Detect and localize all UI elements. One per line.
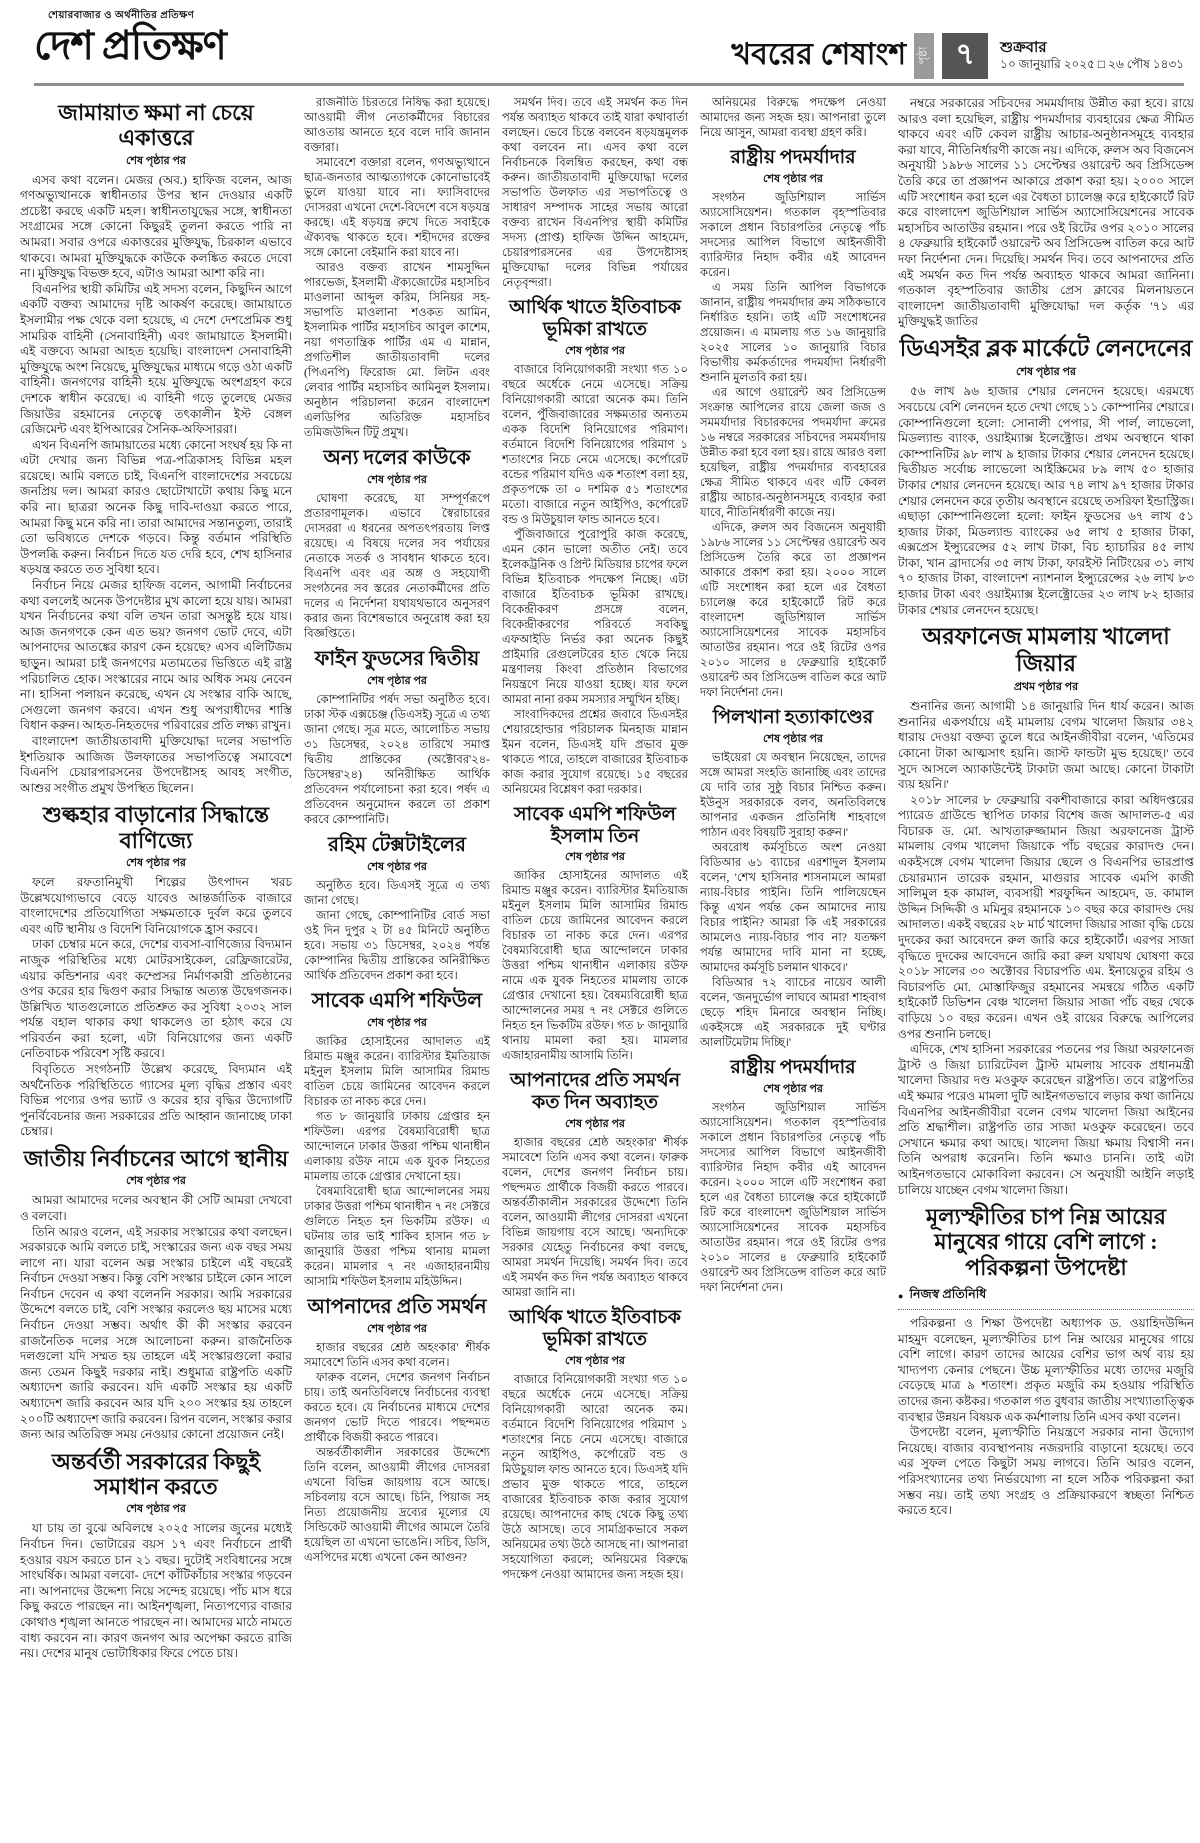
body-paragraph: হাজার বছরের শ্রেষ্ঠ অহংকার' শীর্ষক সমাবেশে তিনি এসব কথা বলেন। ফারুক বলেন, দেশের জনগণ নির্বাচন চায়। পছন্দমত প্রার্থীকে বিজয়ী করতে পারবে। অন্তর্বর্তীকালীন সরকারের উদ্দেশ্যে তিনি বলেন, আওয়ামী লীগের দোসররা এখনো বিভিন্ন জায়গায় বসে আছে। 'অন্যদিকে' সরকার যেহেতু নির্বাচনের কথা বলছে, আমরা সমর্থন দিয়েছি। সমর্থন দিব। তবে এই সমর্থন কত দিন পর্যন্ত অব্যাহত থাকবে আমরা জানি না। xyxy=(502,1137,688,1300)
article-body xyxy=(304,693,490,828)
article-headline: পিলখানা হত্যাকাণ্ডের xyxy=(712,706,874,728)
article-body xyxy=(700,1101,886,1296)
masthead xyxy=(0,0,1200,92)
body-paragraph: আরও বক্তব্য রাখেন শামসুদ্দিন পারভেজ, ইসলামী ঐক্যজোটের মহাসচিব মাওলানা আব্দুল করিম, সিনিয়র সহ-সভাপতি মাওলানা শওকত আমিন, ইসলামিক পার্টির মহাসচিব আবুল কাশেম, নয়া গণতান্ত্রিক পার্টির এম এ মান্নান, প্রগতিশীল জাতীয়তাবাদী দলের (পিএনপি) ফিরোজ মো. লিটন এবং লেবার পার্টির মহাসচিব আমিনুল ইসলাম। অনুষ্ঠান পরিচালনা করেন বাংলাদেশ এলডিপির অতিরিক্ত মহাসচিব তমিজউদ্দিন টিটু প্রমুখ। xyxy=(304,262,490,439)
article-body xyxy=(898,699,1194,1198)
body-paragraph: উপদেষ্টা বলেন, মূল্যস্ফীতি নিয়ন্ত্রণে সরকার নানা উদ্যোগ নিয়েছে। বাজার ব্যবস্থাপনায় নজরদারি বাড়ানো হয়েছে। তবে এর সুফল পেতে কিছুটা সময় লাগবে। তিনি আরও বলেন, পরিসংখ্যানের তথ্য নির্ভরযোগ্য না হলে সঠিক পরিকল্পনা করা সম্ভব নয়। তাই তথ্য সংগ্রহ ও প্রক্রিয়াকরণে স্বচ্ছতা নিশ্চিত করতে হবে। xyxy=(898,1425,1194,1518)
article xyxy=(20,802,292,1140)
article-body xyxy=(20,875,292,1140)
article-headline: আপনাদের প্রতি সমর্থন কত দিন অব্যাহত xyxy=(509,1070,681,1114)
body-paragraph: বাজারে বিনিয়োগকারী সংখ্যা গত ১০ বছরে অর্ধেকে নেমে এসেছে। সক্রিয় বিনিয়োগকারী আরো অনেক কম। বর্তমানে বিদেশি বিনিয়োগের পরিমাণ ১ শতাংশের নিচে নেমে এসেছে। বাজারে নতুন আইপিও, কর্পোরেট বন্ড ও মিউচুয়াল ফান্ড আনতে হবে। ডিএসই যদি প্রভাব মুক্ত থাকতে পারে, তাহলে বাজারের ইতিবাচক কাজ করার সুযোগ রয়েছে। আপনাদের কাছ থেকে কিছু তথ্য উঠে আসছে। তবে সামগ্রিকভাবে সকল অনিয়মের তথ্য উঠে আসছে না। আপনারা সহযোগিতা করলে; অনিয়মের বিরুদ্ধে পদক্ষেপ নেওয়া আমাদের জন্য সহজ হয়। xyxy=(502,1373,688,1581)
byline-divider xyxy=(898,1309,1194,1310)
article xyxy=(898,336,1194,618)
article xyxy=(502,297,688,798)
columns xyxy=(0,92,1200,1838)
continued-from-tag: শেষ পৃষ্ঠার পর xyxy=(367,1323,427,1335)
body-paragraph: অনিয়মের বিরুদ্ধে পদক্ষেপ নেওয়া আমাদের জন্য সহজ হয়। আপনারা তুলে নিয়ে আসুন, আমরা ব্যবস্থা গ্রহণ করি। xyxy=(700,97,886,139)
continued-from-tag: শেষ পৃষ্ঠার পর xyxy=(565,851,625,864)
body-paragraph: বাজারে বিনিয়োগকারী সংখ্যা গত ১০ বছরে অর্ধেকে নেমে এসেছে। সক্রিয় বিনিয়োগকারী আরো অনেক কম। তিনি বলেন, পুঁজিবাজারের সক্ষমতার অন্যতম একক বিদেশি বিনিয়োগের পরিমাণ। বর্তমানে বিদেশি বিনিয়োগের পরিমাণ ১ শতাংশের নিচে নেমে এসেছে। কর্পোরেট বন্ডের পরিমাণ যদিও এক শতাংশ বলা হয়, প্রকৃতপক্ষে তা ০ দশমিক ৫১ শতাংশের মতো। বাজারে নতুন আইপিও, কর্পোরেট বন্ড ও মিউচুয়াল ফান্ড আনতে হবে। xyxy=(502,363,688,526)
article-headline: সাবেক এমপি শফিউল ইসলাম তিন xyxy=(514,803,676,847)
body-paragraph: এর আগে ওয়ারেন্ট অব প্রিসিডেন্স সংক্রান্ত আপিলের রায়ে জেলা জজ ও সমমর্যাদার বিচারকদের পদমর্যাদা ক্রমের ১৬ নম্বরে সরকারের সচিবদের সমমর্যাদায় উন্নীত করা হবে বলা হয়। রায়ে আরও বলা হয়েছিল, রাষ্ট্রীয় পদমর্যাদার ব্যবহারের ক্ষেত্র সীমিত থাকবে এবং এটি কেবল রাষ্ট্রীয় আচার-অনুষ্ঠানসমূহে ব্যবহার করা যাবে, নীতিনির্ধারণী কাজে নয়। xyxy=(700,386,886,519)
article-headline: আর্থিক খাতে ইতিবাচক ভূমিকা রাখতে xyxy=(509,297,681,340)
column-3 xyxy=(502,96,688,1838)
body-paragraph: গত ৮ জানুয়ারি ঢাকায় গ্রেপ্তার হন শফিউল। এরপর বৈষম্যবিরোধী ছাত্র আন্দোলনে ঢাকার উত্তরা পশ্চিম থানাধীন এলাকায় রউফ নামে এক যুবক নিহতের মামলায় তাকে গ্রেপ্তার দেখানো হয়। xyxy=(304,1111,490,1183)
article-body xyxy=(20,1193,292,1443)
continued-from-tag: শেষ পৃষ্ঠার পর xyxy=(565,1354,625,1367)
continued-from-tag: শেষ পৃষ্ঠার পর xyxy=(126,1503,186,1516)
column-1 xyxy=(20,96,292,1838)
brand-tagline: শেয়ারবাজার ও অর্থনীতির প্রতিক্ষণ xyxy=(48,10,195,21)
article-body xyxy=(502,869,688,1064)
article-headline: সাবেক এমপি শফিউল xyxy=(311,990,483,1012)
article-continuation xyxy=(898,96,1194,330)
body-paragraph: পুঁজিবাজারে পুরোপুরি কাজ করেছে, এমন কোন ভালো অতীত নেই। তবে ইলেকট্রনিক ও প্রিন্ট মিডিয়ার চাপের ফলে বিভিন্ন ইতিবাচক পদক্ষেপ নিচ্ছে। এটা বাজারে ইতিবাচক ভূমিকা রাখছে। বিকেন্দ্রীকরণ প্রসঙ্গে বলেন, বিকেন্দ্রীকরণের পরিবর্তে সবকিছু এফআইডি নির্ভর করা অনেক কিছুই প্রাইমারি রেগুলেটরের হাত থেকে নিয়ে মন্ত্রণালয় কিংবা প্রতিষ্ঠান বিভাগের নিয়ন্ত্রণে নিয়ে যাওয়া হচ্ছে। যার ফলে আমরা নানা রকম সমস্যার সম্মুখিন হচ্ছি। xyxy=(502,528,688,706)
body-paragraph: ভাইয়েরা যে অবস্থান নিয়েছেন, তাদের সঙ্গে আমরা সংহতি জানাচ্ছি এবং তাদের যে দাবি তার সুষ্ঠু বিচার নিশ্চিত করুন। ইউনুস সরকারকে বলব, অনতিবিলম্বে আপনার একজন প্রতিনিধি শাহবাগে পাঠান এবং বিষয়টি সুরাহা করুন।' xyxy=(700,751,886,839)
body-paragraph: অনুষ্ঠিত হবে। ডিএসই সূত্রে এ তথ্য জানা গেছে। xyxy=(304,880,490,907)
page-label-tab xyxy=(914,33,934,79)
article-body xyxy=(898,1316,1194,1519)
body-paragraph: অন্তর্বর্তীকালীন সরকারের উদ্দেশ্যে তিনি বলেন, আওয়ামী লীগের দোসররা এখনো বিভিন্ন জায়গায় বসে আছে। সচিবলায় বসে আছে। চিনি, পিয়াজ সহ নিত্য প্রয়োজনীয় দ্রব্যের মূল্যের যে সিন্ডিকেট আওয়ামী লীগের আমলে তৈরি হয়েছিল তা এখনো ভাঙেনি। সচিব, ডিসি, এসপিদের মধ্যে এখনো কেন আগুন? xyxy=(304,1447,490,1564)
article xyxy=(502,1307,688,1583)
body-paragraph: অবরোধ কর্মসূচিতে অংশ নেওয়া বিডিআর ৬১ ব্যাচের এরশাদুল ইসলাম বলেন, 'শেখ হাসিনার শাসনামলে আমরা ন্যায়-বিচার পাইনি। তিনি পালিয়েছেন কিন্তু এখন পর্যন্ত কেন আমাদের ন্যায় বিচার পাইনি? আমরা কি এই সরকারের আমলেও ন্যায়-বিচার পাব না? যতক্ষণ পর্যন্ত আমাদের দাবি মানা না হচ্ছে, আমাদের কর্মসূচি চলমান থাকবে।' xyxy=(700,841,886,974)
continued-from-tag: প্রথম পৃষ্ঠার পর xyxy=(1013,681,1079,694)
continued-from-tag: শেষ পৃষ্ঠার পর xyxy=(367,474,427,486)
article xyxy=(898,624,1194,1198)
body-paragraph: ঘোষণা করেছে, যা সম্পূর্ণরূপে প্রতারণামূলক। এভাবে স্বৈরাচারের দোসররা এ ধরনের অপতৎপরতায় লিপ্ত রয়েছে। এ বিষয়ে দলের সব পর্যায়ের নেতাকে সতর্ক ও সাবধান থাকতে হবে। বিএনপি এবং এর অঙ্গ ও সহযোগী সংগঠনের সব স্তরের নেতাকর্মীদের প্রতি দলের এ নির্দেশনা যথাযথভাবে অনুসরণ করার জন্য বিশেষভাবে অনুরোধ করা হয় বিজ্ঞপ্তিতে। xyxy=(304,493,490,640)
date-block xyxy=(996,39,1184,73)
body-paragraph: জাকির হোসাইনের আদালত এই রিমান্ড মঞ্জুর করেন। ব্যারিস্টার ইমতিয়াজ মইনুল ইসলাম মিলি আসামির রিমান্ড বাতিল চেয়ে জামিনের আবেদন করলে বিচারক তা নাকচ করে দেন। xyxy=(304,1036,490,1108)
body-paragraph: এদিকে, রুলস অব বিজনেস অনুযায়ী ১৯৮৬ সালের ১১ সেপ্টেম্বর ওয়ারেন্ট অব প্রিসিডেন্স তৈরি করে তা প্রজ্ঞাপন আকারে প্রকাশ করা হয়। ২০০০ সালে এটি সংশোধন করা হলে এর বৈধতা চ্যালেঞ্জ করে হাইকোর্টে রিট করে বাংলাদেশ জুডিশিয়াল সার্ভিস অ্যাসোসিয়েশনের সাবেক মহাসচিব আতাউর রহমান। পরে ওই রিটের ওপর ২০১০ সালের ৪ ফেব্রুয়ারি হাইকোর্ট ওয়ারেন্ট অব প্রিসিডেন্স বাতিল করে আট দফা নির্দেশনা দেন। xyxy=(700,521,886,699)
article-body xyxy=(20,173,292,797)
article-body xyxy=(502,1136,688,1301)
article-headline: রাষ্ট্রীয় পদমর্যাদার xyxy=(730,147,856,168)
body-paragraph: আমরা আমাদের দলের অবস্থান কী সেটি আমরা দেখবো ও বলবো। xyxy=(20,1193,292,1223)
article-body xyxy=(20,1521,292,1661)
article-headline: অরফানেজ মামলায় খালেদা জিয়ার xyxy=(922,624,1170,676)
body-paragraph: বিএনপির স্থায়ী কমিটির এই সদস্য বলেন, কিছুদিন আগে একটি বক্তব্য আমাদের দৃষ্টি আকর্ষণ করেছে। জামায়াতে ইসলামীর পক্ষ থেকে বলা হয়েছে, এ দেশে দেশপ্রেমিক শুধু সামরিক বাহিনী (সেনাবাহিনী) এবং জামায়াতে ইসলামী। এই বক্তব্যে আমরা আহত হয়েছি। বাংলাদেশ সেনাবাহিনী মুক্তিযুদ্ধে অংশ নিয়েছে, মুক্তিযুদ্ধের মাধ্যমে গড়ে ওঠা একটি বাহিনী। জনগণের বাহিনী হয়ে মুক্তিযুদ্ধে অংশগ্রহণ করে দেশকে স্বাধীন করেছে। এ বাহিনী গড়ে তুলেছে মেজর জিয়াউর রহমানের নেতৃত্বে তৎকালীন ইস্ট বেঙ্গল রেজিমেন্ট এবং ইপিআরের সৈনিক-অফিসাররা। xyxy=(20,281,292,437)
article xyxy=(304,1296,490,1566)
article-headline: রাষ্ট্রীয় পদমর্যাদার xyxy=(730,1056,856,1078)
article-headline: অন্তর্বর্তী সরকারের কিছুই সমাধান করতে xyxy=(51,1448,261,1500)
body-paragraph: এ সময় তিনি আপিল বিভাগকে জানান, রাষ্ট্রীয় পদমর্যাদার ক্রম সঠিকভাবে নির্ধারিত হয়নি। তাই এটি সংশোধনের প্রয়োজন। এ মামলায় গত ১৬ জানুয়ারি ২০২৫ সালের ১০ জানুয়ারি বিচার বিভাগীয় কর্মকর্তাদের পদমর্যাদা নির্ধারণী শুনানি মুলতবি করা হয়। xyxy=(700,281,886,384)
continued-from-tag: শেষ পৃষ্ঠার পর xyxy=(1016,366,1076,379)
article-continuation xyxy=(502,96,688,291)
article-headline: মূল্যস্ফীতির চাপ নিম্ন আয়ের মানুষের গায়ে বেশি লাগে : পরিকল্পনা উপদেষ্টা xyxy=(926,1204,1166,1280)
body-paragraph: হাজার বছরের শ্রেষ্ঠ অহংকার' শীর্ষক সমাবেশে তিনি এসব কথা বলেন। xyxy=(304,1342,490,1369)
article-headline: রহিম টেক্সটাইলের xyxy=(327,834,467,856)
continued-from-tag: শেষ পৃষ্ঠার পর xyxy=(763,732,823,745)
body-paragraph: ২০১৮ সালের ৮ ফেব্রুয়ারি বকশীবাজারে কারা অধিদপ্তরের প্যারেড গ্রাউন্ডে স্থাপিত ঢাকার বিশেষ জজ আদালত-৫ এর বিচারক ড. মো. আখতারুজ্জামান জিয়া অরফানেজ ট্রাস্ট মামলায় বেগম খালেদা জিয়াকে পাঁচ বছরের কারাদণ্ড দেন। একইসঙ্গে বেগম খালেদা জিয়ার ছেলে ও বিএনপির ভারপ্রাপ্ত চেয়ারম্যান তারেক রহমান, মাগুরার সাবেক এমপি কাজী সালিমুল হক কামাল, ব্যবসায়ী শরফুদ্দিন আহমেদ, ড. কামাল উদ্দিন সিদ্দিকী ও মমিনুর রহমানকে ১০ বছর করে কারাদণ্ড দেয় আদালত। একই বছরের ২৮ মার্চ খালেদা জিয়ার সাজা বৃদ্ধি চেয়ে দুদকের করা আবেদনে রুল জারি করে হাইকোর্ট। এরপর সাজা বৃদ্ধিতে দুদকের আবেদনে জারি করা রুল যথাযথ ঘোষণা করে ২০১৮ সালের ৩০ অক্টোবর বিচারপতি এম. ইনায়েতুর রহিম ও বিচারপতি মো. মোস্তাফিজুর রহমানের সমন্বয়ে গঠিত একটি হাইকোর্ট ডিভিশন বেঞ্চ খালেদা জিয়ার সাজা পাঁচ বছর থেকে বাড়িয়ে ১০ বছর করেন। এখন ওই রায়ের বিরুদ্ধে আপিলের ওপর শুনানি চলছে। xyxy=(898,792,1194,1041)
article xyxy=(700,147,886,701)
article-body xyxy=(304,879,490,984)
article-headline: জাতীয় নির্বাচনের আগে স্থানীয় xyxy=(23,1146,289,1172)
body-paragraph: ৫৬ লাখ ৯৬ হাজার শেয়ার লেনদেন হয়েছে। এরমধ্যে সবচেয়ে বেশি লেনদেন হতে দেখা গেছে ১১ কোম্পানির শেয়ারে। কোম্পানিগুলো হলো: সোনালী পেপার, সী পার্ল, লাভেলো, মিডল্যান্ড ব্যাংক, ওয়াইম্যাক্স ইলেক্ট্রোড। প্রথম অবস্থানে থাকা কোম্পানিটির ৯৮ লাখ ৯ হাজার টাকার শেয়ার লেনদেন হয়েছে। দ্বিতীয়ত সর্বোচ্চ লাভেলো আইস্ক্রিমের ৮৯ লাখ ৫০ হাজার টাকার শেয়ার লেনদেন হয়েছে। আর ৭৪ লাখ ৯৭ হাজার টাকার শেয়ার লেনদেন করে তৃতীয় অবস্থানে রয়েছে তসরিফা ইন্ডাস্ট্রিজ। এছাড়া কোম্পানিগুলো হলো: ফাইন ফুডসের ৬৭ লাখ ৫১ হাজার টাকা, মিডল্যান্ড ব্যাংকের ৬৫ লাখ ৫ হাজার টাকা, এক্সপ্রেস ইন্স্যুরেন্সের ৫২ লাখ টাকা, বিচ হ্যাচারির ৪৫ লাখ টাকা, খান ব্রাদার্সের ৩৫ লাখ টাকা, ফারইস্ট নিটিংয়ের ৩১ লাখ ৭০ হাজার টাকা, বাংলাদেশ ন্যাশনাল ইন্স্যুরেন্সের ২৬ লাখ ৮৩ হাজার টাকা এবং ওয়াইম্যাক্স ইলেক্ট্রোডের ২৩ লাখ ৮২ হাজার টাকার শেয়ার লেনদেন হয়েছে। xyxy=(898,384,1194,617)
article xyxy=(700,1057,886,1296)
article xyxy=(502,1070,688,1301)
article-continuation xyxy=(304,96,490,441)
continued-from-tag: শেষ পৃষ্ঠার পর xyxy=(126,1175,186,1188)
body-paragraph: শুনানির জন্য আগামী ১৪ জানুয়ারি দিন ধার্য করেন। আজ শুনানির একপর্যায়ে এই মামলায় বেগম খালেদা জিয়ার ৩৪২ ধারায় দেওয়া বক্তব্য তুলে ধরে আইনজীবীরা বলেন, 'এতিমের কোনো টাকা আত্মসাৎ হয়নি। জাস্ট ফান্ডটা মুভ হয়েছে।' তবে সুদে আসলে অ্যাকাউন্টেই টাকাটা জমা আছে। কোনো টাকাটা ব্যয় হয়নি।' xyxy=(898,699,1194,792)
article-continuation xyxy=(700,96,886,141)
article xyxy=(20,1449,292,1662)
body-paragraph: বিবৃতিতে সংগঠনটি উল্লেখ করেছে, বিদ্যমান এই অর্থনৈতিক পরিস্থিতিতে গ্যাসের মূল্য বৃদ্ধির প্রস্তাব এবং বিভিন্ন পণ্যের ওপর ভ্যাট ও করের হার বৃদ্ধির উদ্যোগটি পুনর্বিবেচনার জন্য সরকারের প্রতি আহ্বান জানাচ্ছে ঢাকা চেম্বার। xyxy=(20,1062,292,1139)
continued-from-tag: শেষ পৃষ্ঠার পর xyxy=(565,344,625,357)
article xyxy=(898,1204,1194,1519)
body-paragraph: নম্বরে সরকারের সচিবদের সমমর্যাদায় উন্নীত করা হবে। রায়ে আরও বলা হয়েছিল, রাষ্ট্রীয় পদমর্যাদার ব্যবহারের ক্ষেত্র সীমিত থাকবে এবং এটি কেবল রাষ্ট্রীয় আচার-অনুষ্ঠানসমূহে ব্যবহার করা যাবে, নীতিনির্ধারণী কাজে নয়। এদিকে, রুলস অব বিজনেস অনুযায়ী ১৯৮৬ সালের ১১ সেপ্টেম্বর ওয়ারেন্ট অব প্রিসিডেন্স তৈরি করে তা প্রজ্ঞাপন আকারে প্রকাশ করা হয়। ২০০০ সালে এটি সংশোধন করা হলে এর বৈধতা চ্যালেঞ্জ করে হাইকোর্টে রিট করে বাংলাদেশ জুডিশিয়াল সার্ভিস অ্যাসোসিয়েশনের সাবেক মহাসচিব আতাউর রহমান। পরে ওই রিটের ওপর ২০১০ সালের ৪ ফেব্রুয়ারি হাইকোর্ট ওয়ারেন্ট অব প্রিসিডেন্স বাতিল করে আট দফা নির্দেশনা দেন। দিয়েছি। সমর্থন দিব। তবে আপনাদের প্রতি এই সমর্থন কত দিন পর্যন্ত অব্যাহত থাকবে আমরা জানিনা। গতকাল বৃহস্পতিবার জাতীয় প্রেস ক্লাবের মিলনায়তনে বাংলাদেশ জাতীয়তাবাদী মুক্তিযোদ্ধা দল কর্তৃক '৭১ এর মুক্তিযুদ্ধই জাতির xyxy=(898,96,1194,329)
article xyxy=(700,707,886,1051)
page-number-box: ৭ xyxy=(942,33,988,79)
continued-from-tag: শেষ পৃষ্ঠার পর xyxy=(367,1017,427,1029)
article xyxy=(304,648,490,828)
body-paragraph: এসব কথা বলেন। মেজর (অব.) হাফিজ বলেন, আজ গণঅভ্যুত্থানকে স্বাধীনতার উপর স্থান দেওয়ার একটি প্রচেষ্টা করছে একটি মহল। স্বাধীনতাযুদ্ধের সঙ্গে, স্বাধীনতা সংগ্রামের সঙ্গে কোনো কিছুরই তুলনা করতে পারি না আমরা। সবার ওপরে একাত্তরের মুক্তিযুদ্ধ, চিরকাল এভাবে থাকবে। আমরা মুক্তিযুদ্ধকে কাউকে কলঙ্কিত করতে দেবো না। মুক্তিযুদ্ধ বিভক্ত হবে, এটাও আমরা আশা করি না। xyxy=(20,172,292,281)
body-paragraph: নির্বাচন নিয়ে মেজর হাফিজ বলেন, আগামী নির্বাচনের কথা বললেই অনেক উপদেষ্টার মুখ কালো হয়ে যায়। আমরা যখন নির্বাচনের কথা বলি তখন তারা অসন্তুষ্ট হয়ে যায়। আজ জনগণকে কেন এত ভয়? জনগণ ভোট দেবে, এটা আপনাদের আতঙ্কের কারণ কেন হয়েছে? এসব এলিটিজম ছাড়ুন। আমরা চাই জনগণের মতামতের ভিত্তিতে এই রাষ্ট্র পরিচালিত হোক। সংস্কারের নামে আর অধিক সময় নেবেন না। হাসিনা পলায়ন করেছে, এখন যে সংস্কার বাকি আছে, সেগুলো জনগণ করবে। এখন শুধু অপরাধীদের শাস্তি বিধান করুন। আহত-নিহতদের পরিবারের প্রতি লক্ষ্য রাখুন। xyxy=(20,578,292,733)
body-paragraph: যা চায় তা বুঝে অবিলম্বে ২০২৫ সালের জুনের মধ্যেই নির্বাচন দিন। ভোটারের বয়স ১৭ এবং নির্বাচনে প্রার্থী হওয়ার বয়স করতে চান ২১ বছর। দুটোই সংবিধানের সঙ্গে সাংঘর্ষিক। আমরা বলবো- দেশে কাঁটিকাঁচার সংস্কার গড়বেন না। আপনাদের উদ্দেশ্য নিয়ে সন্দেহ রয়েছে। পাঁচ মাস ধরে কিছু করতে পারছেন না। আইনশৃঙ্খলা, নিত্যপণ্যের বাজার কোথাও শৃঙ্খলা আনতে পারছেন না। আমাদের মাঠে নামতে বাধ্য করবেন না। কারণ জনগণ আর অপেক্ষা করতে রাজি নয়। দেশের মানুষ ভোটাধিকার ফিরে পেতে চায়। xyxy=(20,1521,292,1661)
body-paragraph: এখন বিএনপি জামায়াতের মধ্যে কোনো সংঘর্ষ হয় কি না এটা দেখার জন্য বিভিন্ন পত্র-পত্রিকাসহ বিভিন্ন মহল রয়েছে। আমি বলতে চাই, বিএনপি বাংলাদেশের সবচেয়ে জনপ্রিয় দল। আমরা কারও ছোটোখাটো কথায় কিছু মনে করি না। ছাত্ররা অনেক কিছু দাবি-দাওয়া করতে পারে, আমরা কিছু মনে করি না। তারা আমাদের সন্তানতুল্য, তারাই তো ভবিষ্যতে দেশকে গড়বে। কিন্তু বর্তমান পরিস্থিতি উপলব্ধি করুন। নির্বাচন দিতে যত দেরি হবে, শেখ হাসিনার ষড়যন্ত্র করতে তত সুবিধা হবে। xyxy=(20,437,292,577)
article-headline: ডিএসইর ব্লক মার্কেটে লেনদেনের xyxy=(899,335,1193,361)
article-headline: শুল্কহার বাড়ানোর সিদ্ধান্তে বাণিজ্যে xyxy=(42,802,270,853)
article-body xyxy=(304,1341,490,1566)
article-headline: জামায়াত ক্ষমা না চেয়ে একাত্তরে xyxy=(58,100,254,151)
column-4 xyxy=(700,96,886,1838)
body-paragraph: সাংবাদিকদের প্রশ্নের জবাবে ডিএসইর শেয়ারহোল্ডার পরিচালক মিনহাজ মান্নান ইমন বলেন, ডিএসই যদি প্রভাব মুক্ত থাকতে পারে, তাহলে বাজারের ইতিবাচক কাজ করার সুযোগ রয়েছে। ১৫ বছরের অনিয়মের বিশ্লেষণ করা দরকার। xyxy=(502,708,688,796)
body-paragraph: বিডিআর ৭২ ব্যাচের নায়েব আলী বলেন, 'জনদুর্ভোগ লাঘবে আমরা শাহবাগ ছেড়ে শহিদ মিনারে অবস্থান নিচ্ছি। একইসঙ্গে এই সরকারকে দুই ঘণ্টার আলটিমেটাম দিচ্ছি।' xyxy=(700,976,886,1049)
article-headline: ফাইন ফুডসের দ্বিতীয় xyxy=(314,648,480,670)
article-body xyxy=(304,492,490,642)
body-paragraph: সমর্থন দিব। তবে এই সমর্থন কত দিন পর্যন্ত অব্যাহত থাকবে তাই যারা কথাবার্তা বলছেন। ভেবে চিন্তে বলবেন ষড়যন্ত্রমূলক কথা বলবেন না। এসব কথা বলে নির্বাচনকে বিলম্বিত করছেন, কথা বন্ধ করুন। জাতীয়তাবাদী মুক্তিযোদ্ধা দলের সভাপতি উলফাত এর সভাপতিত্বে ও সাধারণ সম্পাদক সাহের সভায় আরো বক্তব্য রাখেন বিএনপি'র স্থায়ী কমিটির সদস্য (প্রাপ্ত) হাফিজ উদ্দিন আহমেদ, চেয়ারপারসনের এর উপদেষ্টাসহ মুক্তিযোদ্ধা দলের বিভিন্ন পর্যায়ের নেতৃবৃন্দরা। xyxy=(502,97,688,289)
section-title: খবরের শেষাংশ xyxy=(731,38,907,71)
continued-from-tag: শেষ পৃষ্ঠার পর xyxy=(763,1082,823,1095)
page-label: পৃষ্ঠা xyxy=(917,46,930,65)
masthead-divider xyxy=(34,83,1184,86)
body-paragraph: তিনি আরও বলেন, এই সরকার সংস্কারের কথা বলছেন। সরকারকে আমি বলতে চাই, সংস্কারের জন্য এক বছর সময় লাগে না। যারা বলেন অল্প সংস্কার চাইলে এই বছরেই নির্বাচন দেওয়া সম্ভব। কিন্তু বেশি সংস্কার চাইলে কোন সালে নির্বাচন দেবেন এ কথা বলেননি সরকার। আমি সরকারের উদ্দেশে বলতে চাই, বেশি সংস্কার করলেও ছয় মাসের মধ্যে নির্বাচন দেওয়া সম্ভব। অর্থাৎ কী কী সংস্কার করবেন রাজনৈতিক দলের সঙ্গে আলোচনা করুন। রাজনৈতিক দলগুলো যদি সম্মত হয় তাহলে এই সংস্কারগুলো করার জন্য তেমন কিছুই দরকার নাই। শুধুমাত্র রাষ্ট্রপতি একটি অধ্যাদেশ জারি করবেন। যদি একটি সংস্কার হয় একটি অধ্যাদেশ জারি করবেন আর যদি ২০০ সংস্কার হয় তাহলে ২০০টি অধ্যাদেশ জারি করবেন। রিপন বলেন, সংস্কার করার জন্য আর অতিরিক্ত সময় নেওয়ার কোনো প্রয়োজন নেই। xyxy=(20,1224,292,1442)
body-paragraph: জাকির হোসাইনের আদালত এই রিমান্ড মঞ্জুর করেন। ব্যারিস্টার ইমতিয়াজ মইনুল ইসলাম মিলি আসামির রিমান্ড বাতিল চেয়ে জামিনের আবেদন করলে বিচারক তা নাকচ করে দেন। এরপর বৈষম্যবিরোধী ছাত্র আন্দোলনে ঢাকার উত্তরা পশ্চিম থানাধীন এলাকায় রউফ নামে এক যুবক নিহতের মামলায় তাকে গ্রেপ্তার দেখানো হয়। বৈষম্যবিরোধী ছাত্র আন্দোলনের সময় ৭ নং সেক্টরে গুলিতে নিহত হন ভিকটিম রউফ। গত ৮ জানুয়ারি থানায় মামলা করা হয়। মামলার এজাহারনামীয় আসামি তিনি। xyxy=(502,870,688,1063)
article xyxy=(304,447,490,642)
article-body xyxy=(898,384,1194,618)
body-paragraph: ঢাকা চেম্বার মনে করে, দেশের ব্যবসা-বাণিজ্যের বিদ্যমান নাজুক পরিস্থিতির মধ্যে মোটরসাইকেল, রেফ্রিজারেটর, এয়ার কন্ডিশনার এবং কম্প্রেসর নির্মাণকারী প্রতিষ্ঠানের ওপর করের হার দ্বিগুণ করার সিদ্ধান্ত অত্যন্ত উদ্বেগজনক। উল্লিখিত খাতগুলোতে প্রতিশ্রুত কর সুবিধা ২০৩২ সাল পর্যন্ত বহাল থাকার কথা থাকলেও তা হঠাৎ করে যে পরিবর্তন করা হলো, এটা বিনিয়োগের জন্য একটি নেতিবাচক পরিবেশ সৃষ্টি করবে। xyxy=(20,937,292,1061)
body-paragraph: কোম্পানিটির পর্ষদ সভা অনুষ্ঠিত হবে। ঢাকা স্টক এক্সচেঞ্জ (ডিএসই) সূত্রে এ তথ্য জানা গেছে। সূত্র মতে, আলোচিত সভায় ৩১ ডিসেম্বর, ২০২৪ তারিখে সমাপ্ত দ্বিতীয় প্রান্তিকের (অক্টোবর'২৪-ডিসেম্বর'২৪) অনিরীক্ষিত আর্থিক প্রতিবেদন পর্যালোচনা করা হবে। পর্ষদ এ প্রতিবেদন অনুমোদন করলে তা প্রকাশ করবে কোম্পানিটি। xyxy=(304,694,490,826)
body-paragraph: ফারুক বলেন, দেশের জনগণ নির্বাচন চায়। তাই অনতিবিলম্বে নির্বাচনের ব্যবস্থা করতে হবে। যে নির্বাচনের মাধ্যমে দেশের জনগণ ভোট দিতে পারবে। পছন্দমত প্রার্থীকে বিজয়ী করতে পারবে। xyxy=(304,1372,490,1444)
article xyxy=(20,100,292,796)
body-paragraph: জানা গেছে, কোম্পানিটির বোর্ড সভা ওই দিন দুপুর ২ টা ৪৫ মিনিটে অনুষ্ঠিত হবে। সভায় ৩১ ডিসেম্বর, ২০২৪ পর্যন্ত কোম্পানির দ্বিতীয় প্রান্তিকের অনিরীক্ষিত আর্থিক প্রতিবেদন প্রকাশ করা হবে। xyxy=(304,910,490,982)
article-body xyxy=(502,96,688,291)
body-paragraph: পরিকল্পনা ও শিক্ষা উপদেষ্টা অধ্যাপক ড. ওয়াহিদউদ্দিন মাহমুদ বলেছেন, মূল্যস্ফীতির চাপ নিম্ন আয়ের মানুষের গায়ে বেশি লাগে। কারণ তাদের আয়ের বেশির ভাগ অর্থ ব্যয় হয় খাদ্যপণ্য কেনার পেছনে। উচ্চ মূল্যস্ফীতির মধ্যে তাদের মজুরি বেড়েছে মাত্র ৯ শতাংশ। প্রকৃত মজুরি কম হওয়ায় পরিস্থিতি তাদের জন্য কষ্টকর। গতকাল গত বুধবার জাতীয় সংখ্যাতাত্ত্বিক ব্যবস্থার উন্নয়ন বিষয়ক এক কর্মশালায় তিনি এসব কথা বলেন। xyxy=(898,1316,1194,1424)
weekday: শুক্রবার xyxy=(1000,39,1047,56)
article-headline: আর্থিক খাতে ইতিবাচক ভূমিকা রাখতে xyxy=(509,1307,681,1350)
body-paragraph: সমাবেশে বক্তারা বলেন, গণঅভ্যুত্থানে ছাত্র-জনতার আত্মত্যাগকে কোনোভাবেই ভুলে যাওয়া যাবে না। ফ্যাসিবাদের দোসররা এখনো দেশে-বিদেশে বসে ষড়যন্ত্র করছে। এই ষড়যন্ত্র রুখে দিতে সবাইকে ঐক্যবদ্ধ থাকতে হবে। শহীদদের রক্তের সঙ্গে কোনো বেইমানি করা যাবে না। xyxy=(304,157,490,259)
continued-from-tag: শেষ পৃষ্ঠার পর xyxy=(367,675,427,687)
column-2 xyxy=(304,96,490,1838)
section-header xyxy=(731,30,1184,81)
brand xyxy=(34,8,226,67)
column-5 xyxy=(898,96,1194,1838)
article xyxy=(20,1146,292,1443)
brand-title: দেশ প্রতিক্ষণ xyxy=(34,23,226,68)
byline xyxy=(898,1286,1194,1306)
article xyxy=(304,834,490,984)
article xyxy=(304,990,490,1290)
body-paragraph: সংগঠন জুডিশিয়াল সার্ভিস অ্যাসোসিয়েশন। গতকাল বৃহস্পতিবার সকালে প্রধান বিচারপতির নেতৃত্বে পাঁচ সদস্যের আপিল বিভাগে আইনজীবী ব্যারিস্টার নিহাদ কবীর এই আবেদন করেন। ২০০০ সালে এটি সংশোধন করা হলে এর বৈধতা চ্যালেঞ্জ করে হাইকোর্টে রিট করে বাংলাদেশ জুডিশিয়াল সার্ভিস অ্যাসোসিয়েশনের সাবেক মহাসচিব আতাউর রহমান। পরে ওই রিটের ওপর ২০১০ সালের ৪ ফেব্রুয়ারি হাইকোর্ট ওয়ারেন্ট অব প্রিসিডেন্স বাতিল করে আট দফা নির্দেশনা দেন। xyxy=(700,1101,886,1294)
body-paragraph: বাংলাদেশ জাতীয়তাবাদী মুক্তিযোদ্ধা দলের সভাপতি ইশতিয়াক আজিজ উলফাতের সভাপতিত্বে সমাবেশে বিএনপি চেয়ারপারসনের উপদেষ্টাসহ আবহ সংগীত, আশুর সংগীত প্রমুখ উপস্থিত ছিলেন। xyxy=(20,733,292,795)
byline-name: নিজস্ব প্রতিনিধি xyxy=(909,1287,987,1302)
continued-from-tag: শেষ পৃষ্ঠার পর xyxy=(126,154,186,167)
body-paragraph: রাজনীতি চিরতরে নিষিদ্ধ করা হয়েছে। আওয়ামী লীগ নেতাকর্মীদের বিচারের আওতায় আনতে হবে বলে দাবি জানান বক্তারা। xyxy=(304,97,490,154)
article-body xyxy=(700,191,886,701)
continued-from-tag: শেষ পৃষ্ঠার পর xyxy=(367,861,427,873)
article-headline: অন্য দলের কাউকে xyxy=(323,447,471,469)
article-body xyxy=(304,96,490,441)
body-paragraph: এদিকে, শেখ হাসিনা সরকারের পতনের পর জিয়া অরফানেজ ট্রাস্ট ও জিয়া চ্যারিটেবল ট্রাস্ট মামলায় সাবেক প্রধানমন্ত্রী খালেদা জিয়ার দণ্ড মওকুফ করেছেন রাষ্ট্রপতি। তবে রাষ্ট্রপতির এই ক্ষমার পরেও মামলা দুটি আইনগতভাবে লড়ার কথা জানিয়ে বিএনপির আইনজীবীরা বলেন বেগম খালেদা জিয়া আইনের প্রতি শ্রদ্ধাশীল। রাষ্ট্রপতি তার সাজা মওকুফ করেছেন। তবে সেখানে ক্ষমার কথা আছে। খালেদা জিয়া ক্ষমায় বিশ্বাসী নন। তিনি অপরাধ করেননি। তিনি ক্ষমাও চাননি। তাই এটা আইনগতভাবে মোকাবিলা করবেন। সে অনুযায়ী আইনি লড়াই চালিয়ে যাচ্ছেন বেগম খালেদা জিয়া। xyxy=(898,1042,1194,1197)
continued-from-tag: শেষ পৃষ্ঠার পর xyxy=(565,1118,625,1131)
continued-from-tag: শেষ পৃষ্ঠার পর xyxy=(126,856,186,869)
byline-bullet-icon: ● xyxy=(898,1291,904,1302)
body-paragraph: ফলে রফতানিমুখী শিল্পের উৎপাদন খরচ উল্লেখযোগ্যভাবে বেড়ে যাবেও আন্তর্জাতিক বাজারে বাংলাদেশের প্রতিযোগিতা সক্ষমতাকে দুর্বল করে তুলবে এবং এটি স্থানীয় ও বিদেশি বিনিয়োগকে হ্রাস করবে। xyxy=(20,874,292,936)
date-line: ১০ জানুয়ারি ২০২৫ □ ২৬ পৌষ ১৪৩১ xyxy=(1000,57,1184,72)
body-paragraph: বৈষম্যবিরোধী ছাত্র আন্দোলনের সময় ঢাকার উত্তরা পশ্চিম থানাধীন ৭ নং সেক্টরে গুলিতে নিহত হন ভিকটিম রউফ। এ ঘটনায় তার ভাই শাকিব হাসান গত ৮ জানুয়ারি উত্তরা পশ্চিম থানায় মামলা করেন। মামলার ৭ নং এজাহারনামীয় আসামি শফিউল ইসলাম মহিউদ্দিন। xyxy=(304,1186,490,1288)
article-body xyxy=(898,96,1194,330)
article-headline: আপনাদের প্রতি সমর্থন xyxy=(307,1296,487,1318)
article xyxy=(502,804,688,1065)
continued-from-tag: শেষ পৃষ্ঠার পর xyxy=(763,172,823,185)
article-body xyxy=(502,1373,688,1583)
article-body xyxy=(700,96,886,141)
body-paragraph: সংগঠন জুডিশিয়াল সার্ভিস অ্যাসোসিয়েশন। গতকাল বৃহস্পতিবার সকালে প্রধান বিচারপতির নেতৃত্বে পাঁচ সদস্যের আপিল বিভাগে আইনজীবী ব্যারিস্টার নিহাদ কবীর এই আবেদন করেন। xyxy=(700,191,886,279)
article-body xyxy=(304,1035,490,1290)
article-body xyxy=(700,751,886,1051)
article-body xyxy=(502,363,688,798)
